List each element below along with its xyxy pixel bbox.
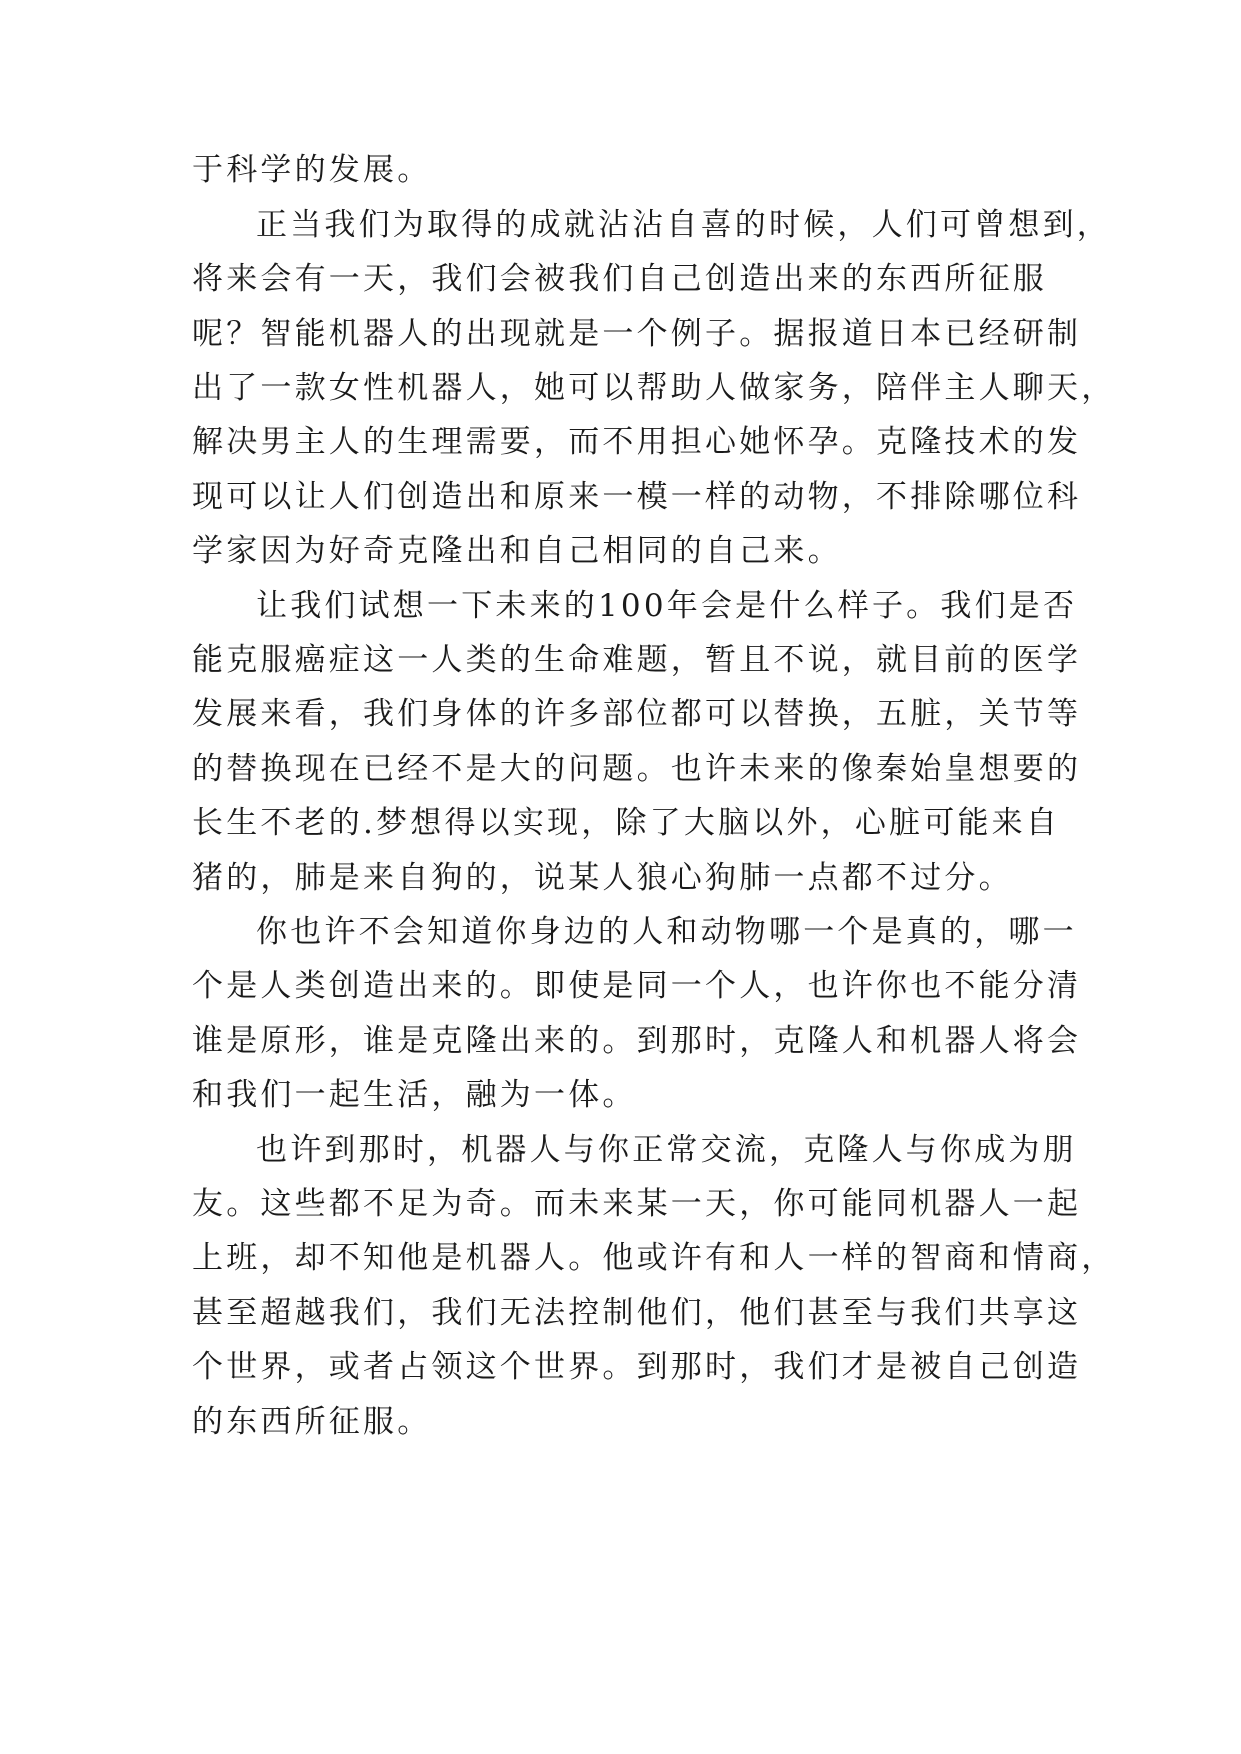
text-line: 的替换现在已经不是大的问题。也许未来的像秦始皇想要的 (192, 751, 1082, 787)
text-line: 于科学的发展。 (192, 152, 432, 188)
text-line: 上班，却不知他是机器人。他或许有和人一样的智商和情商， (192, 1240, 1116, 1276)
text-line: 的东西所征服。 (192, 1404, 432, 1440)
text-line: 出了一款女性机器人，她可以帮助人做家务，陪伴主人聊天， (192, 370, 1116, 406)
text-line: 长生不老的.梦想得以实现，除了大脑以外，心脏可能来自 (192, 805, 1061, 841)
text-line: 呢？智能机器人的出现就是一个例子。据报道日本已经研制 (192, 316, 1082, 352)
text-line: 友。这些都不足为奇。而未来某一天，你可能同机器人一起 (192, 1186, 1082, 1222)
text-line: 让我们试想一下未来的100年会是什么样子。我们是否 (256, 588, 1078, 624)
text-line: 将来会有一天，我们会被我们自己创造出来的东西所征服 (192, 261, 1047, 297)
text-line: 谁是原形，谁是克隆出来的。到那时，克隆人和机器人将会 (192, 1023, 1082, 1059)
text-line: 现可以让人们创造出和原来一模一样的动物，不排除哪位科 (192, 479, 1082, 515)
text-line: 个是人类创造出来的。即使是同一个人，也许你也不能分清 (192, 968, 1082, 1004)
text-line: 你也许不会知道你身边的人和动物哪一个是真的，哪一 (256, 914, 1077, 950)
text-line: 个世界，或者占领这个世界。到那时，我们才是被自己创造 (192, 1349, 1082, 1385)
text-line: 也许到那时，机器人与你正常交流，克隆人与你成为朋 (256, 1132, 1077, 1168)
text-line: 发展来看，我们身体的许多部位都可以替换，五脏，关节等 (192, 696, 1082, 732)
text-line: 学家因为好奇克隆出和自己相同的自己来。 (192, 533, 842, 569)
text-line: 解决男主人的生理需要，而不用担心她怀孕。克隆技术的发 (192, 424, 1082, 460)
text-line: 正当我们为取得的成就沾沾自喜的时候，人们可曾想到， (256, 207, 1111, 243)
text-line: 能克服癌症这一人类的生命难题，暂且不说，就目前的医学 (192, 642, 1082, 678)
text-line: 猪的，肺是来自狗的，说某人狼心狗肺一点都不过分。 (192, 860, 1013, 896)
text-line: 和我们一起生活，融为一体。 (192, 1077, 637, 1113)
text-line: 甚至超越我们，我们无法控制他们，他们甚至与我们共享这 (192, 1295, 1082, 1331)
